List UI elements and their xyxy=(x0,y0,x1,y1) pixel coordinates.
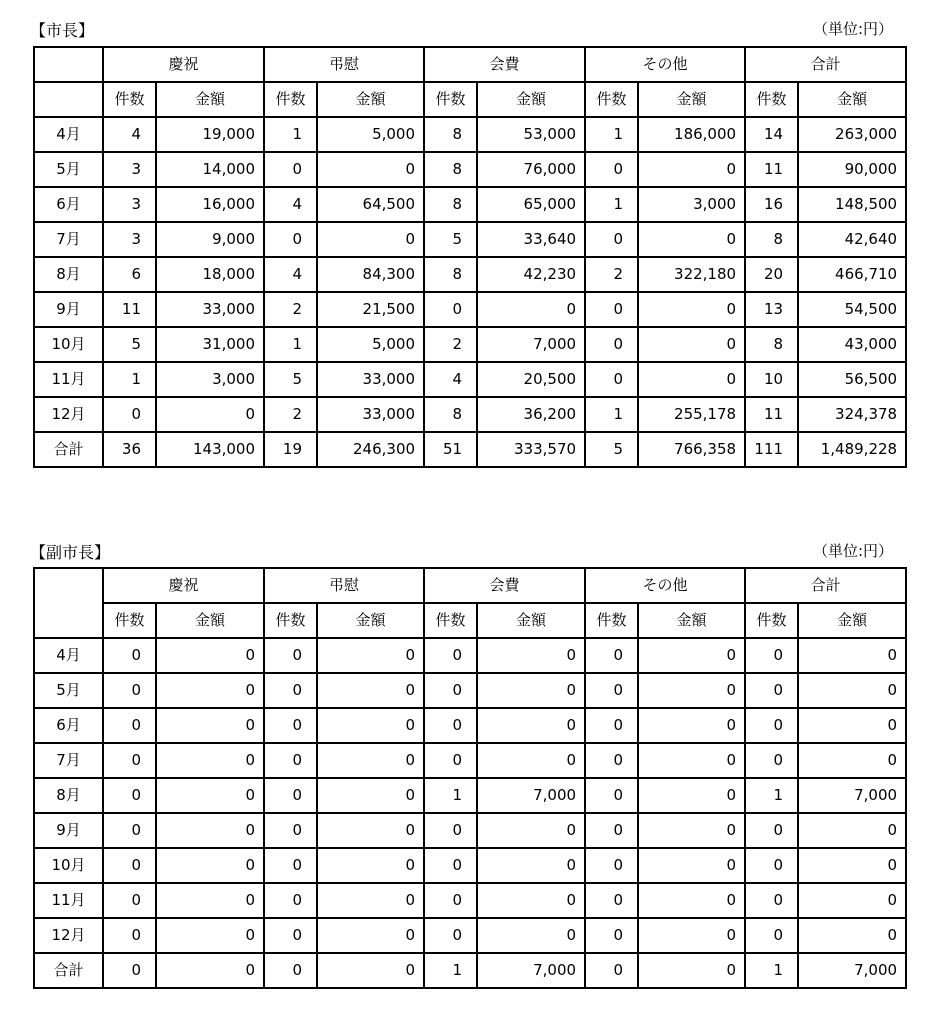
count-cell: 5 xyxy=(264,362,317,397)
corner-cell xyxy=(34,82,103,117)
table-row xyxy=(34,813,906,848)
subheader-count: 件数 xyxy=(424,603,477,638)
count-cell: 8 xyxy=(424,117,477,152)
amount-cell: 3,000 xyxy=(156,362,264,397)
amount-cell: 31,000 xyxy=(156,327,264,362)
count-cell: 0 xyxy=(103,708,156,743)
count-cell: 11 xyxy=(103,292,156,327)
count-cell: 2 xyxy=(264,397,317,432)
count-cell: 0 xyxy=(585,152,638,187)
header-other: その他 xyxy=(585,47,745,82)
month-cell: 10月 xyxy=(34,327,103,362)
amount-cell: 0 xyxy=(156,673,264,708)
subheader-count: 件数 xyxy=(585,82,638,117)
count-cell: 0 xyxy=(424,883,477,918)
amount-cell: 0 xyxy=(156,883,264,918)
table-row xyxy=(34,883,906,918)
amount-cell: 322,180 xyxy=(638,257,745,292)
month-cell: 11月 xyxy=(34,883,103,918)
amount-cell: 0 xyxy=(477,918,585,953)
count-cell: 0 xyxy=(585,918,638,953)
count-cell: 0 xyxy=(264,152,317,187)
count-cell: 0 xyxy=(424,638,477,673)
count-cell: 0 xyxy=(424,743,477,778)
amount-cell: 0 xyxy=(317,883,424,918)
subheader-amount: 金額 xyxy=(638,603,745,638)
count-cell: 8 xyxy=(424,187,477,222)
count-cell: 0 xyxy=(103,778,156,813)
month-cell: 7月 xyxy=(34,743,103,778)
count-cell: 0 xyxy=(745,708,798,743)
month-cell: 5月 xyxy=(34,152,103,187)
count-cell: 0 xyxy=(745,883,798,918)
amount-cell: 0 xyxy=(638,848,745,883)
total-row xyxy=(34,432,906,467)
month-cell: 9月 xyxy=(34,292,103,327)
count-cell: 1 xyxy=(745,778,798,813)
amount-cell: 148,500 xyxy=(798,187,906,222)
amount-cell: 0 xyxy=(798,848,906,883)
count-cell: 3 xyxy=(103,152,156,187)
amount-cell: 0 xyxy=(638,953,745,988)
subheader-count: 件数 xyxy=(103,82,156,117)
subheader-count: 件数 xyxy=(103,603,156,638)
amount-cell: 0 xyxy=(477,848,585,883)
amount-cell: 0 xyxy=(317,813,424,848)
count-cell: 0 xyxy=(264,708,317,743)
count-cell: 0 xyxy=(264,638,317,673)
table-row xyxy=(34,152,906,187)
amount-cell: 324,378 xyxy=(798,397,906,432)
count-cell: 0 xyxy=(424,292,477,327)
month-cell: 8月 xyxy=(34,257,103,292)
month-cell: 4月 xyxy=(34,638,103,673)
header-membership-fee: 会費 xyxy=(424,568,585,603)
count-cell: 10 xyxy=(745,362,798,397)
total-row xyxy=(34,953,906,988)
table-row xyxy=(34,673,906,708)
amount-cell: 0 xyxy=(638,813,745,848)
count-cell: 0 xyxy=(424,708,477,743)
count-cell: 0 xyxy=(585,222,638,257)
amount-cell: 0 xyxy=(317,778,424,813)
count-cell: 0 xyxy=(103,918,156,953)
amount-cell: 0 xyxy=(156,743,264,778)
header-celebration: 慶祝 xyxy=(103,47,264,82)
header-membership-fee: 会費 xyxy=(424,47,585,82)
amount-cell: 33,000 xyxy=(317,362,424,397)
amount-cell: 0 xyxy=(477,743,585,778)
subheader-count: 件数 xyxy=(264,603,317,638)
subheader-count: 件数 xyxy=(745,82,798,117)
count-cell: 0 xyxy=(264,953,317,988)
amount-cell: 0 xyxy=(317,638,424,673)
count-cell: 1 xyxy=(585,117,638,152)
count-cell: 4 xyxy=(264,187,317,222)
count-cell: 51 xyxy=(424,432,477,467)
count-cell: 14 xyxy=(745,117,798,152)
header-celebration: 慶祝 xyxy=(103,568,264,603)
amount-cell: 0 xyxy=(638,222,745,257)
count-cell: 0 xyxy=(585,848,638,883)
table-row xyxy=(34,187,906,222)
amount-cell: 7,000 xyxy=(798,778,906,813)
count-cell: 8 xyxy=(424,397,477,432)
mayor-table xyxy=(33,46,907,468)
category-header-row xyxy=(34,47,906,82)
count-cell: 1 xyxy=(424,953,477,988)
count-cell: 0 xyxy=(103,953,156,988)
corner-cell xyxy=(34,568,103,638)
amount-cell: 0 xyxy=(477,708,585,743)
count-cell: 0 xyxy=(264,883,317,918)
count-cell: 0 xyxy=(745,813,798,848)
count-cell: 2 xyxy=(424,327,477,362)
amount-cell: 5,000 xyxy=(317,117,424,152)
amount-cell: 0 xyxy=(477,883,585,918)
table-row xyxy=(34,708,906,743)
amount-cell: 90,000 xyxy=(798,152,906,187)
amount-cell: 33,640 xyxy=(477,222,585,257)
count-cell: 4 xyxy=(103,117,156,152)
amount-cell: 0 xyxy=(156,638,264,673)
count-cell: 1 xyxy=(585,187,638,222)
month-cell: 6月 xyxy=(34,708,103,743)
table-row xyxy=(34,918,906,953)
count-cell: 0 xyxy=(103,397,156,432)
count-cell: 11 xyxy=(745,397,798,432)
header-condolence: 弔慰 xyxy=(264,568,424,603)
subheader-count: 件数 xyxy=(264,82,317,117)
count-cell: 1 xyxy=(264,327,317,362)
month-cell: 10月 xyxy=(34,848,103,883)
count-cell: 11 xyxy=(745,152,798,187)
count-cell: 0 xyxy=(585,708,638,743)
amount-cell: 43,000 xyxy=(798,327,906,362)
amount-cell: 0 xyxy=(477,638,585,673)
amount-cell: 14,000 xyxy=(156,152,264,187)
month-cell: 11月 xyxy=(34,362,103,397)
amount-cell: 0 xyxy=(317,848,424,883)
amount-cell: 0 xyxy=(638,152,745,187)
count-cell: 20 xyxy=(745,257,798,292)
amount-cell: 0 xyxy=(638,362,745,397)
sub-header-row xyxy=(34,82,906,117)
amount-cell: 33,000 xyxy=(317,397,424,432)
amount-cell: 54,500 xyxy=(798,292,906,327)
header-other: その他 xyxy=(585,568,745,603)
amount-cell: 186,000 xyxy=(638,117,745,152)
amount-cell: 0 xyxy=(798,883,906,918)
table-row xyxy=(34,397,906,432)
count-cell: 0 xyxy=(264,778,317,813)
count-cell: 0 xyxy=(264,673,317,708)
amount-cell: 65,000 xyxy=(477,187,585,222)
amount-cell: 0 xyxy=(638,673,745,708)
table-row xyxy=(34,327,906,362)
count-cell: 0 xyxy=(264,848,317,883)
amount-cell: 263,000 xyxy=(798,117,906,152)
subheader-amount: 金額 xyxy=(156,82,264,117)
count-cell: 5 xyxy=(585,432,638,467)
category-header-row xyxy=(34,568,906,603)
amount-cell: 0 xyxy=(638,918,745,953)
count-cell: 8 xyxy=(745,222,798,257)
amount-cell: 143,000 xyxy=(156,432,264,467)
section-title-deputy-mayor: 【副市長】 xyxy=(30,543,111,562)
table-row xyxy=(34,362,906,397)
count-cell: 1 xyxy=(585,397,638,432)
table-row xyxy=(34,778,906,813)
amount-cell: 0 xyxy=(798,708,906,743)
count-cell: 0 xyxy=(424,918,477,953)
count-cell: 8 xyxy=(424,152,477,187)
count-cell: 0 xyxy=(585,327,638,362)
subheader-count: 件数 xyxy=(745,603,798,638)
count-cell: 0 xyxy=(745,918,798,953)
amount-cell: 255,178 xyxy=(638,397,745,432)
amount-cell: 466,710 xyxy=(798,257,906,292)
amount-cell: 20,500 xyxy=(477,362,585,397)
amount-cell: 3,000 xyxy=(638,187,745,222)
amount-cell: 7,000 xyxy=(477,327,585,362)
subheader-count: 件数 xyxy=(585,603,638,638)
amount-cell: 0 xyxy=(638,327,745,362)
amount-cell: 21,500 xyxy=(317,292,424,327)
count-cell: 1 xyxy=(745,953,798,988)
month-cell: 12月 xyxy=(34,397,103,432)
corner-cell xyxy=(34,47,103,82)
unit-label: （単位:円） xyxy=(812,20,893,38)
table-row xyxy=(34,292,906,327)
unit-label: （単位:円） xyxy=(812,542,893,560)
amount-cell: 0 xyxy=(156,953,264,988)
count-cell: 0 xyxy=(585,673,638,708)
amount-cell: 16,000 xyxy=(156,187,264,222)
count-cell: 1 xyxy=(424,778,477,813)
count-cell: 0 xyxy=(745,673,798,708)
count-cell: 0 xyxy=(103,743,156,778)
count-cell: 0 xyxy=(745,743,798,778)
count-cell: 0 xyxy=(585,778,638,813)
section-title-mayor: 【市長】 xyxy=(30,21,95,40)
subheader-amount: 金額 xyxy=(477,82,585,117)
amount-cell: 76,000 xyxy=(477,152,585,187)
count-cell: 0 xyxy=(424,848,477,883)
deputy-mayor-table xyxy=(33,567,907,989)
amount-cell: 19,000 xyxy=(156,117,264,152)
table-row xyxy=(34,117,906,152)
month-cell: 7月 xyxy=(34,222,103,257)
count-cell: 1 xyxy=(103,362,156,397)
amount-cell: 53,000 xyxy=(477,117,585,152)
count-cell: 36 xyxy=(103,432,156,467)
count-cell: 3 xyxy=(103,222,156,257)
count-cell: 16 xyxy=(745,187,798,222)
amount-cell: 5,000 xyxy=(317,327,424,362)
count-cell: 4 xyxy=(264,257,317,292)
count-cell: 0 xyxy=(585,362,638,397)
amount-cell: 0 xyxy=(638,638,745,673)
month-cell: 合計 xyxy=(34,953,103,988)
subheader-count: 件数 xyxy=(424,82,477,117)
amount-cell: 0 xyxy=(638,778,745,813)
amount-cell: 0 xyxy=(477,673,585,708)
count-cell: 0 xyxy=(745,638,798,673)
amount-cell: 0 xyxy=(638,292,745,327)
count-cell: 0 xyxy=(264,813,317,848)
amount-cell: 1,489,228 xyxy=(798,432,906,467)
amount-cell: 7,000 xyxy=(477,778,585,813)
amount-cell: 0 xyxy=(798,638,906,673)
count-cell: 0 xyxy=(103,638,156,673)
count-cell: 2 xyxy=(264,292,317,327)
count-cell: 2 xyxy=(585,257,638,292)
month-cell: 6月 xyxy=(34,187,103,222)
count-cell: 1 xyxy=(264,117,317,152)
amount-cell: 0 xyxy=(477,813,585,848)
count-cell: 8 xyxy=(424,257,477,292)
amount-cell: 7,000 xyxy=(477,953,585,988)
month-cell: 12月 xyxy=(34,918,103,953)
month-cell: 5月 xyxy=(34,673,103,708)
sub-header-row xyxy=(34,603,906,638)
amount-cell: 0 xyxy=(317,708,424,743)
amount-cell: 33,000 xyxy=(156,292,264,327)
count-cell: 6 xyxy=(103,257,156,292)
amount-cell: 0 xyxy=(798,673,906,708)
count-cell: 0 xyxy=(103,883,156,918)
count-cell: 0 xyxy=(585,953,638,988)
amount-cell: 0 xyxy=(156,778,264,813)
amount-cell: 0 xyxy=(156,918,264,953)
amount-cell: 0 xyxy=(317,918,424,953)
count-cell: 0 xyxy=(745,848,798,883)
table-row xyxy=(34,222,906,257)
table-row xyxy=(34,848,906,883)
amount-cell: 766,358 xyxy=(638,432,745,467)
amount-cell: 333,570 xyxy=(477,432,585,467)
amount-cell: 0 xyxy=(156,708,264,743)
amount-cell: 0 xyxy=(156,397,264,432)
count-cell: 0 xyxy=(264,743,317,778)
table-row xyxy=(34,257,906,292)
amount-cell: 7,000 xyxy=(798,953,906,988)
amount-cell: 18,000 xyxy=(156,257,264,292)
count-cell: 4 xyxy=(424,362,477,397)
subheader-amount: 金額 xyxy=(798,82,906,117)
count-cell: 19 xyxy=(264,432,317,467)
header-total: 合計 xyxy=(745,568,906,603)
subheader-amount: 金額 xyxy=(317,603,424,638)
amount-cell: 0 xyxy=(156,848,264,883)
count-cell: 0 xyxy=(585,883,638,918)
count-cell: 0 xyxy=(103,848,156,883)
month-cell: 合計 xyxy=(34,432,103,467)
count-cell: 8 xyxy=(745,327,798,362)
month-cell: 8月 xyxy=(34,778,103,813)
amount-cell: 0 xyxy=(638,743,745,778)
subheader-amount: 金額 xyxy=(638,82,745,117)
count-cell: 111 xyxy=(745,432,798,467)
amount-cell: 84,300 xyxy=(317,257,424,292)
count-cell: 13 xyxy=(745,292,798,327)
count-cell: 0 xyxy=(585,743,638,778)
count-cell: 3 xyxy=(103,187,156,222)
table-row xyxy=(34,638,906,673)
month-cell: 4月 xyxy=(34,117,103,152)
count-cell: 5 xyxy=(424,222,477,257)
amount-cell: 0 xyxy=(317,743,424,778)
amount-cell: 0 xyxy=(638,708,745,743)
amount-cell: 42,230 xyxy=(477,257,585,292)
amount-cell: 0 xyxy=(317,152,424,187)
amount-cell: 9,000 xyxy=(156,222,264,257)
subheader-amount: 金額 xyxy=(156,603,264,638)
subheader-amount: 金額 xyxy=(317,82,424,117)
amount-cell: 246,300 xyxy=(317,432,424,467)
subheader-amount: 金額 xyxy=(798,603,906,638)
count-cell: 0 xyxy=(424,813,477,848)
count-cell: 5 xyxy=(103,327,156,362)
amount-cell: 42,640 xyxy=(798,222,906,257)
count-cell: 0 xyxy=(264,222,317,257)
count-cell: 0 xyxy=(585,638,638,673)
amount-cell: 64,500 xyxy=(317,187,424,222)
amount-cell: 0 xyxy=(638,883,745,918)
count-cell: 0 xyxy=(264,918,317,953)
mayor-table-body xyxy=(34,117,906,467)
count-cell: 0 xyxy=(585,292,638,327)
amount-cell: 0 xyxy=(798,813,906,848)
amount-cell: 0 xyxy=(477,292,585,327)
header-total: 合計 xyxy=(745,47,906,82)
amount-cell: 0 xyxy=(798,918,906,953)
count-cell: 0 xyxy=(103,673,156,708)
deputy-mayor-table-body xyxy=(34,638,906,988)
amount-cell: 0 xyxy=(317,953,424,988)
amount-cell: 36,200 xyxy=(477,397,585,432)
count-cell: 0 xyxy=(103,813,156,848)
month-cell: 9月 xyxy=(34,813,103,848)
amount-cell: 0 xyxy=(317,673,424,708)
header-condolence: 弔慰 xyxy=(264,47,424,82)
count-cell: 0 xyxy=(424,673,477,708)
amount-cell: 0 xyxy=(156,813,264,848)
amount-cell: 0 xyxy=(798,743,906,778)
subheader-amount: 金額 xyxy=(477,603,585,638)
table-row xyxy=(34,743,906,778)
amount-cell: 0 xyxy=(317,222,424,257)
count-cell: 0 xyxy=(585,813,638,848)
amount-cell: 56,500 xyxy=(798,362,906,397)
